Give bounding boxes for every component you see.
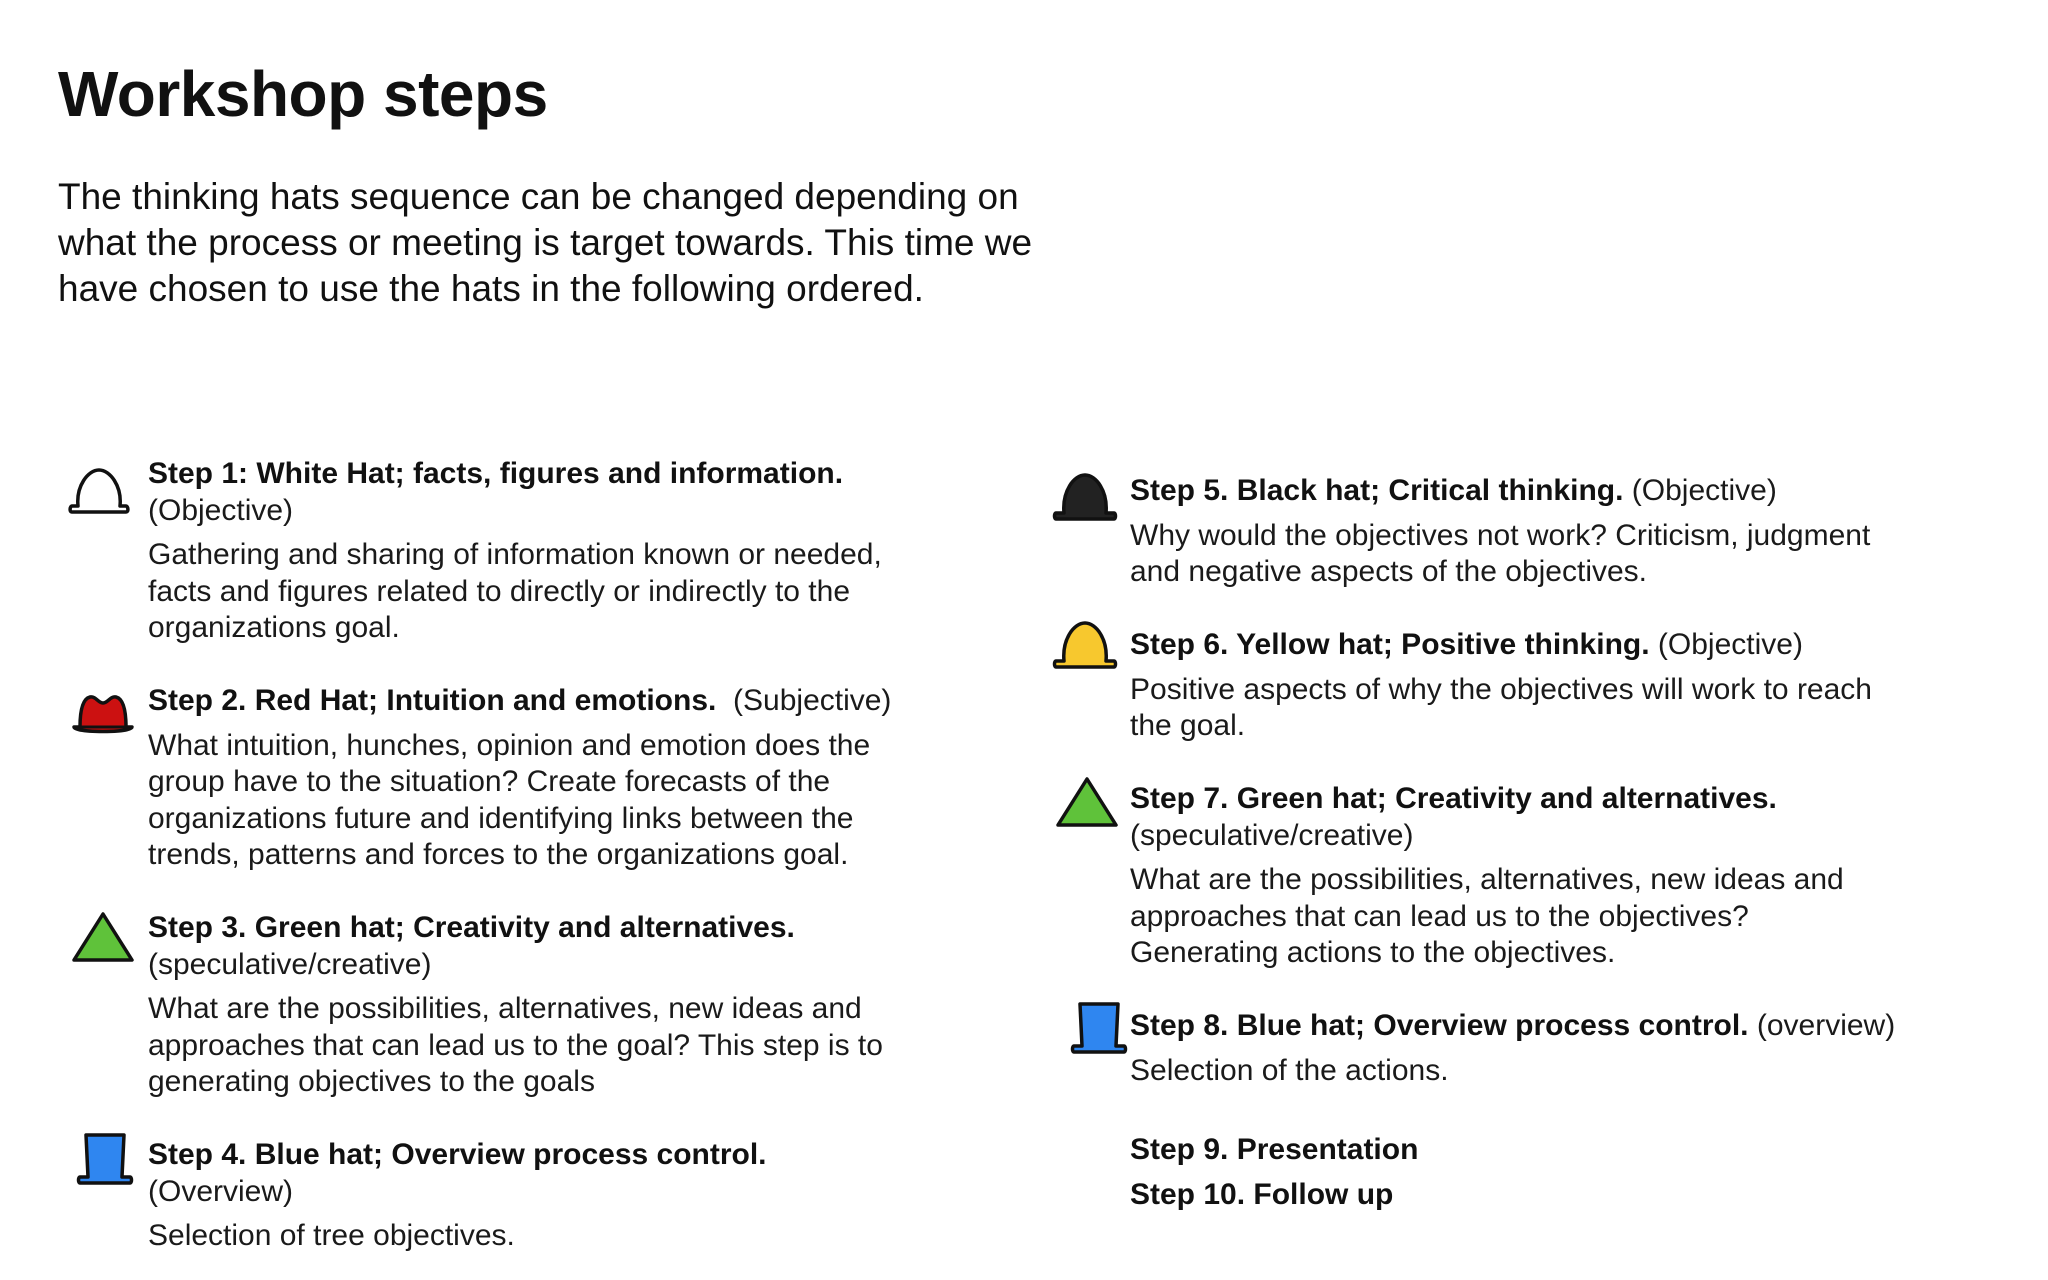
step-5: [1040, 473, 1900, 591]
step-description: What intuition, hunches, opinion and emotion does the group have to the situation? Create forecasts of the organizations future and identifying links between the trends, patterns and forces to the organizations goal.: [148, 728, 871, 871]
step-title: Step 4. Blue hat; Overview process control.: [148, 1138, 767, 1171]
step-4: [58, 1137, 918, 1255]
step-title: Step 7. Green hat; Creativity and alternatives.: [1130, 782, 1777, 815]
step-description: Positive aspects of why the objectives will work to reach the goal.: [1130, 672, 1872, 742]
step-7: [1040, 781, 1900, 972]
yellow-hat-icon: [1052, 615, 1118, 671]
step-qualifier: (Objective): [1631, 474, 1777, 507]
page-title: Workshop steps: [58, 58, 548, 130]
step-1: [58, 456, 918, 647]
step-qualifier: (Overview): [148, 1174, 294, 1208]
step-description: Selection of tree objectives.: [148, 1219, 515, 1252]
step-qualifier: (speculative/creative): [1130, 818, 1414, 852]
green-hat-icon: [1054, 775, 1120, 831]
step-qualifier: (overview): [1756, 1009, 1896, 1042]
green-hat-icon: [70, 910, 136, 966]
step-title: Step 8. Blue hat; Overview process control.: [1130, 1009, 1749, 1042]
white-hat-icon: [66, 462, 132, 518]
step-title: Step 2. Red Hat; Intuition and emotions.: [148, 684, 717, 717]
step-description: Why would the objectives not work? Criticism, judgment and negative aspects of the objectives.: [1130, 518, 1871, 588]
red-hat-icon: [70, 687, 136, 743]
step-qualifier: (speculative/creative): [148, 947, 432, 981]
step-3: [58, 910, 918, 1101]
step-description: What are the possibilities, alternatives, new ideas and approaches that can lead us to the objectives? Generating actions to the objectives.: [1130, 863, 1844, 969]
step-title: Step 1: White Hat; facts, figures and information.: [148, 457, 844, 490]
step-qualifier: (Subjective): [733, 684, 892, 717]
step-title: Step 6. Yellow hat; Positive thinking.: [1130, 628, 1650, 661]
blue-hat-icon: [72, 1131, 138, 1187]
step-description: Gathering and sharing of information known or needed, facts and figures related to directly or indirectly to the organizations goal.: [148, 538, 882, 644]
step-description: What are the possibilities, alternatives, new ideas and approaches that can lead us to the goal? This step is to generating objectives to the goals: [148, 992, 883, 1098]
intro-paragraph: The thinking hats sequence can be changed depending on what the process or meeting is target towards. This time we have chosen to use the hats in the following ordered.: [58, 176, 1033, 309]
step-title: Step 5. Black hat; Critical thinking.: [1130, 474, 1624, 507]
blue-hat-icon: [1066, 1000, 1132, 1056]
step-6: [1040, 627, 1900, 745]
step-9: Step 9. Presentation: [1130, 1133, 1419, 1166]
step-2: [58, 683, 918, 874]
black-hat-icon: [1052, 467, 1118, 523]
step-qualifier: (Objective): [1657, 628, 1803, 661]
step-8: [1040, 1008, 1900, 1089]
step-10: Step 10. Follow up: [1130, 1178, 1394, 1211]
step-description: Selection of the actions.: [1130, 1053, 1449, 1087]
step-qualifier: (Objective): [148, 493, 294, 527]
step-title: Step 3. Green hat; Creativity and alternatives.: [148, 911, 795, 944]
